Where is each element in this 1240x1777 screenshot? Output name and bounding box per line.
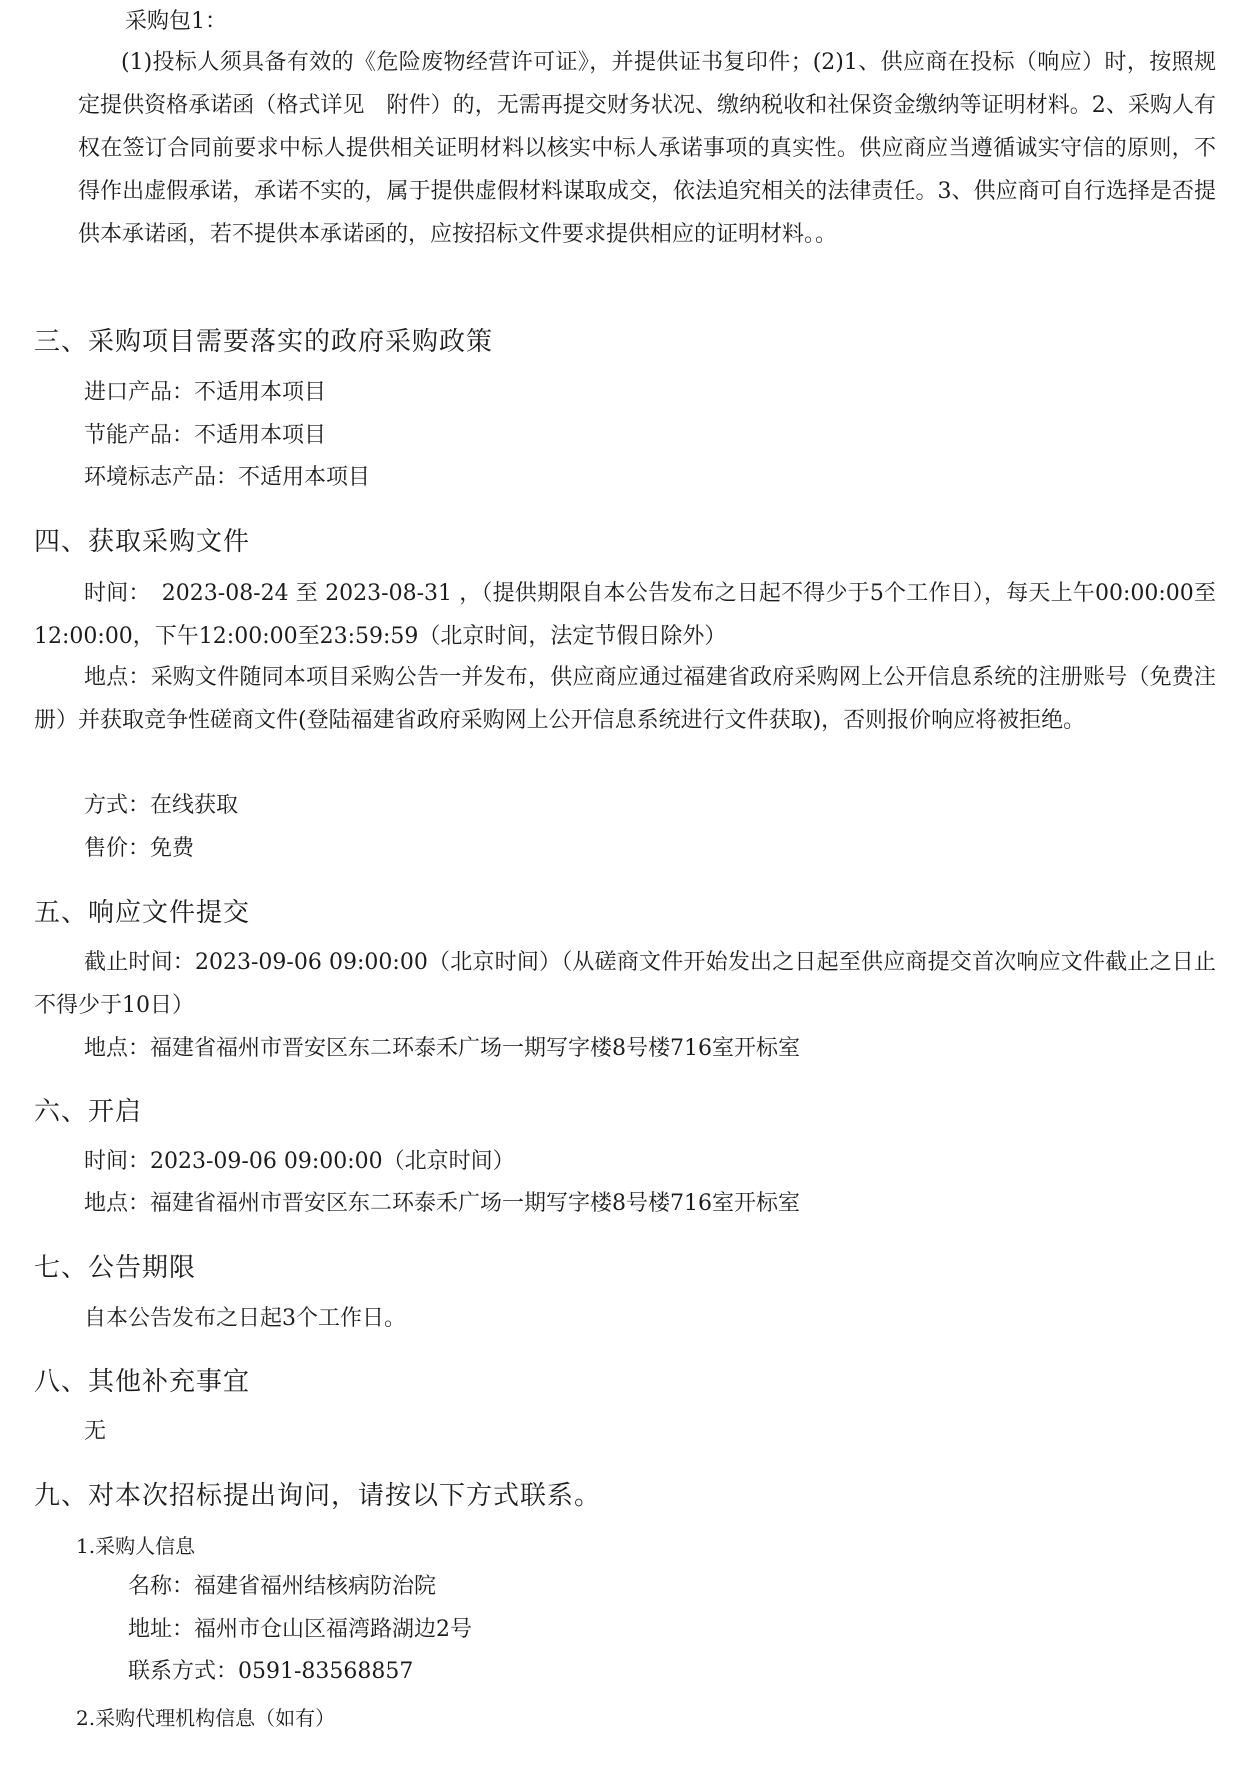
package-requirements: (1)投标人须具备有效的《危险废物经营许可证》，并提供证书复印件；(2)1、供应商在投标（响应）时，按照规定提供资格承诺函（格式详见 附件）的，无需再提交财务状况、缴纳税收和社保资金缴纳等证明材料。2、采购人有权在签订合同前要求中标人提供相关证明材料以核实中标人承诺事项的真实性。供应商应当遵循诚实守信的原则，不得作出虚假承诺，承诺不实的，属于提供虚假材料谋取成交，依法追究相关的法律责任。3、供应商可自行选择是否提供本承诺函，若不提供本承诺函的，应按招标文件要求提供相应的证明材料。。	[78, 50, 1216, 247]
section-8-heading: 八、其他补充事宜	[34, 1367, 251, 1397]
section-7-heading: 七、公告期限	[34, 1253, 197, 1283]
package-title: 采购包1：	[125, 9, 227, 34]
document-acquisition-time: 时间： 2023-08-24 至 2023-08-31 ，（提供期限自本公告发布之日起不得少于5个工作日），每天上午00:00:00至12:00:00，下午12:00:00至23:59:59（北京时间，法定节假日除外）	[34, 581, 1216, 649]
document-acquisition-method: 方式：在线获取	[84, 793, 239, 818]
document-acquisition-place: 地点：采购文件随同本项目采购公告一并发布，供应商应通过福建省政府采购网上公开信息系统的注册账号（免费注册）并获取竞争性磋商文件(登陆福建省政府采购网上公开信息系统进行文件获取)，否则报价响应将被拒绝。	[34, 665, 1216, 733]
policy-energy-saving: 节能产品：不适用本项目	[84, 423, 327, 448]
agency-info-title: 2.采购代理机构信息（如有）	[76, 1706, 336, 1730]
document-price: 售价：免费	[84, 836, 195, 861]
submission-deadline: 截止时间：2023-09-06 09:00:00（北京时间）（从磋商文件开始发出之日起至供应商提交首次响应文件截止之日止不得少于10日）	[34, 950, 1216, 1018]
opening-time: 时间：2023-09-06 09:00:00（北京时间）	[84, 1149, 515, 1174]
supplementary-matters: 无	[84, 1419, 107, 1444]
section-4-heading: 四、获取采购文件	[34, 527, 251, 557]
section-5-heading: 五、响应文件提交	[34, 898, 251, 928]
purchaser-address: 地址：福州市仓山区福湾路湖边2号	[128, 1617, 472, 1642]
policy-imported-products: 进口产品：不适用本项目	[84, 380, 327, 405]
policy-environmental-label: 环境标志产品：不适用本项目	[84, 465, 371, 490]
submission-place: 地点：福建省福州市晋安区东二环泰禾广场一期写字楼8号楼716室开标室	[84, 1036, 800, 1061]
purchaser-contact: 联系方式：0591-83568857	[128, 1659, 414, 1684]
section-6-heading: 六、开启	[34, 1097, 143, 1127]
opening-place: 地点：福建省福州市晋安区东二环泰禾广场一期写字楼8号楼716室开标室	[84, 1191, 800, 1216]
section-3-heading: 三、采购项目需要落实的政府采购政策	[34, 327, 494, 357]
section-9-heading: 九、对本次招标提出询问，请按以下方式联系。	[34, 1481, 602, 1511]
purchaser-name: 名称：福建省福州结核病防治院	[128, 1574, 437, 1599]
announcement-period: 自本公告发布之日起3个工作日。	[84, 1306, 406, 1331]
purchaser-info-title: 1.采购人信息	[76, 1534, 196, 1558]
